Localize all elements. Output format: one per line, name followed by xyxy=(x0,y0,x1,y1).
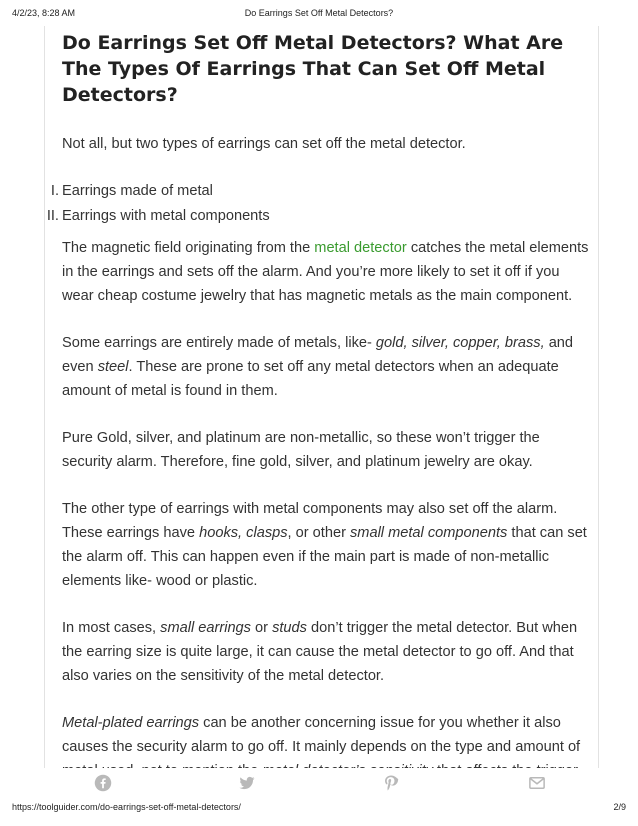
text-run: don’t trigger the metal detector. But when the earring size is quite large, it can cause the metal detector to go off. And that also varies on the sensitivity of the metal detector. xyxy=(62,620,578,684)
article-heading: Do Earrings Set Off Metal Detectors? What Are The Types Of Earrings That Can Set Off Metal Detectors? xyxy=(62,32,564,106)
emphasis-text: small metal components xyxy=(350,525,508,541)
list-item-text: Earrings with metal components xyxy=(62,208,270,224)
print-header xyxy=(0,8,638,22)
text-run: . These are prone to set off any metal detectors when an adequate amount of metal is found in them. xyxy=(62,359,559,399)
email-share-button[interactable] xyxy=(526,772,548,794)
twitter-icon xyxy=(238,774,256,792)
list-item xyxy=(50,179,590,203)
print-url: https://toolguider.com/do-earrings-set-off-metal-detectors/ xyxy=(12,802,241,812)
intro-paragraph: Not all, but two types of earrings can set off the metal detector. xyxy=(62,136,466,152)
magnetic-field-paragraph xyxy=(62,236,590,308)
text-run: that can set the alarm off. This can happen even if the main part is made of non-metallic elements like- wood or plastic. xyxy=(62,525,587,589)
text-run: The other type of earrings with metal components may also set off the alarm. These earrings have xyxy=(62,501,558,541)
precious-metals-paragraph: Pure Gold, silver, and platinum are non-metallic, so these won’t trigger the security alarm. Therefore, fine gold, silver, and platinum jewelry are okay. xyxy=(62,430,540,470)
text-run: and even xyxy=(62,335,574,375)
article-body xyxy=(46,30,590,806)
email-icon xyxy=(528,774,546,792)
print-footer xyxy=(0,802,638,816)
print-page-title: Do Earrings Set Off Metal Detectors? xyxy=(244,8,394,18)
pinterest-icon xyxy=(382,774,400,792)
content-border-right xyxy=(598,26,599,768)
text-run: In most cases, xyxy=(62,620,161,636)
text-run: or xyxy=(250,620,273,636)
emphasis-text: steel xyxy=(97,359,129,375)
metal-earrings-paragraph xyxy=(62,331,590,403)
emphasis-text: studs xyxy=(272,620,307,636)
content-border-left xyxy=(44,26,45,768)
print-date: 4/2/23, 8:28 AM xyxy=(12,8,76,18)
facebook-icon xyxy=(94,774,112,792)
text-run: catches the metal elements in the earrings and sets off the alarm. And you’re more likely to set it off if you wear cheap costume jewelry that has magnetic metals as the main component. xyxy=(62,240,589,304)
twitter-share-button[interactable] xyxy=(236,772,258,794)
emphasis-text: gold, silver, copper, brass, xyxy=(375,335,545,351)
list-number: II. xyxy=(46,208,59,224)
emphasis-text: small earrings xyxy=(160,620,251,636)
metal-detector-link[interactable]: metal detector xyxy=(314,240,407,256)
emphasis-text: Metal-plated earrings xyxy=(62,715,200,731)
pinterest-share-button[interactable] xyxy=(380,772,402,794)
facebook-share-button[interactable] xyxy=(92,772,114,794)
social-share-bar xyxy=(44,768,599,798)
earring-types-list xyxy=(46,179,590,228)
emphasis-text: hooks, clasps xyxy=(199,525,288,541)
text-run: can be another concerning issue for you whether it also causes the security alarm to go off. It mainly depends on the type and amount of xyxy=(62,715,581,755)
text-run: The magnetic field originating from the xyxy=(62,240,315,256)
list-item xyxy=(46,204,590,228)
list-number: I. xyxy=(50,183,59,199)
text-run: Some earrings are entirely made of metals, like- xyxy=(62,335,376,351)
metal-components-paragraph xyxy=(62,497,590,593)
list-item-text: Earrings made of metal xyxy=(62,183,213,199)
earring-size-paragraph xyxy=(62,616,590,688)
page-number: 2/9 xyxy=(613,802,626,812)
text-run: , or other xyxy=(287,525,350,541)
